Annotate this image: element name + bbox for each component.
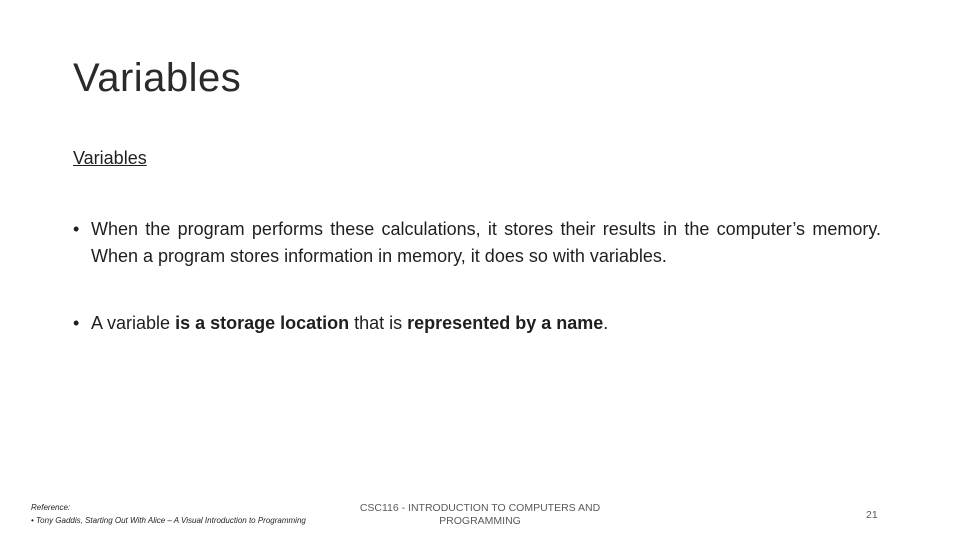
bullet-marker: • — [73, 219, 80, 239]
reference-label: Reference: — [31, 503, 71, 512]
course-footer-line: CSC116 - INTRODUCTION TO COMPUTERS AND — [359, 502, 601, 514]
reference-block — [31, 501, 306, 527]
reference-item: • Tony Gaddis, Starting Out With Alice – A Visual Introduction to Programming — [31, 516, 306, 525]
bullet-text: When the program performs these calculations, it stores their results in the computer’s memory. When a program stores information in memory, it does so with variables. — [91, 219, 881, 266]
bullet-text-bold-part: represented by a name — [407, 313, 604, 333]
bullet-list — [73, 216, 881, 337]
section-subheading: Variables — [73, 148, 147, 168]
bullet-item — [73, 216, 881, 269]
bullet-text-bold-part: is a storage location — [175, 313, 350, 333]
slide-title: Variables — [73, 56, 242, 100]
bullet-marker: • — [73, 313, 80, 333]
bullet-text-part: . — [603, 313, 609, 333]
bullet-text-part: A variable — [91, 313, 176, 333]
page-number: 21 — [866, 509, 878, 521]
course-footer-line: PROGRAMMING — [439, 515, 521, 527]
bullet-item — [73, 310, 881, 337]
course-footer — [352, 502, 608, 528]
bullet-text-part: that is — [349, 313, 408, 333]
